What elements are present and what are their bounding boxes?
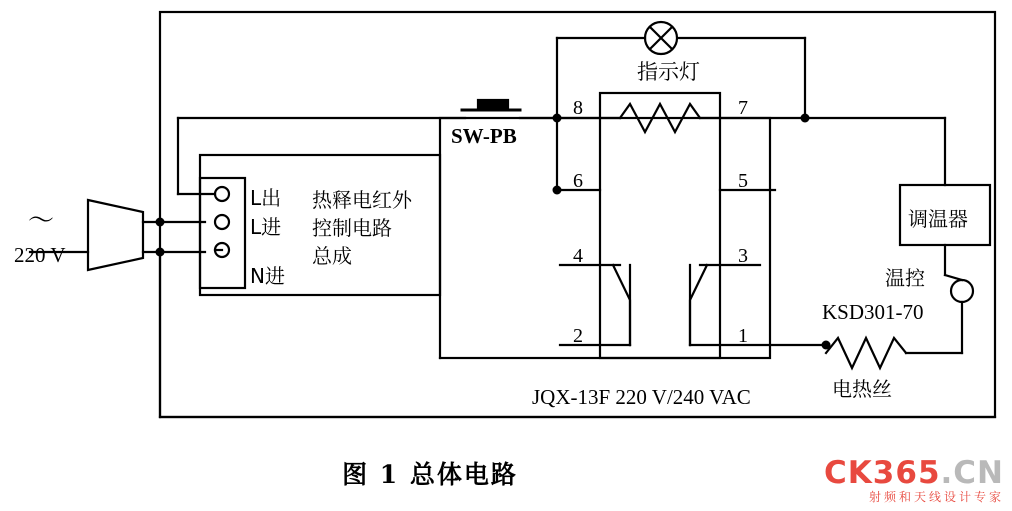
thermostat-label: 调温器 — [908, 207, 968, 231]
control-box-line-2: 控制电路 — [312, 216, 392, 240]
relay-pin-6: 6 — [573, 170, 583, 192]
terminal-l-in — [215, 215, 229, 229]
wire-tc-in — [945, 275, 962, 280]
heating-wire-label: 电热丝 — [832, 377, 892, 401]
contact-arm-left — [613, 265, 630, 345]
relay-model-label: JQX-13F 220 V/240 VAC — [532, 385, 751, 409]
switch-label: SW-PB — [451, 124, 517, 148]
supply-label: 220 V — [14, 243, 66, 267]
relay-pin-4: 4 — [573, 245, 583, 267]
watermark — [824, 456, 1004, 505]
ac-symbol: ～ — [28, 206, 55, 235]
outer-frame — [160, 12, 995, 417]
watermark-brand-tail: .CN — [940, 454, 1004, 491]
relay-pin-2: 2 — [573, 325, 583, 347]
junction-dot — [822, 341, 831, 350]
relay-inner-box — [600, 93, 720, 358]
relay-pin-5: 5 — [738, 170, 748, 192]
control-box-line-1: 热释电红外 — [312, 188, 412, 212]
relay-pin-1: 1 — [738, 325, 748, 347]
terminal-n-in-label: N进 — [250, 264, 285, 288]
watermark-brand: CK365 — [824, 454, 941, 491]
relay-pin-7: 7 — [738, 97, 748, 119]
heating-element — [826, 338, 906, 368]
watermark-sub: 射频和天线设计专家 — [868, 490, 1004, 505]
junction-dot — [553, 186, 562, 195]
switch-button — [478, 100, 508, 109]
relay-pin-3: 3 — [738, 245, 748, 267]
temp-control-label: 温控 — [885, 266, 925, 290]
terminal-l-out — [215, 187, 229, 201]
control-box-line-3: 总成 — [312, 244, 352, 268]
plug-body — [88, 200, 143, 270]
temp-control-switch — [951, 280, 973, 302]
indicator-lamp-label: 指示灯 — [637, 60, 700, 84]
temp-control-model-label: KSD301-70 — [822, 300, 924, 324]
terminal-l-in-label: L进 — [250, 215, 282, 239]
figure-caption: 图 1 总体电路 — [342, 460, 518, 489]
terminal-l-out-label: L出 — [250, 186, 282, 210]
junction-dot — [553, 114, 562, 123]
junction-dot — [156, 218, 165, 227]
contact-arm-right — [690, 265, 707, 345]
relay-pin-8: 8 — [573, 97, 583, 119]
